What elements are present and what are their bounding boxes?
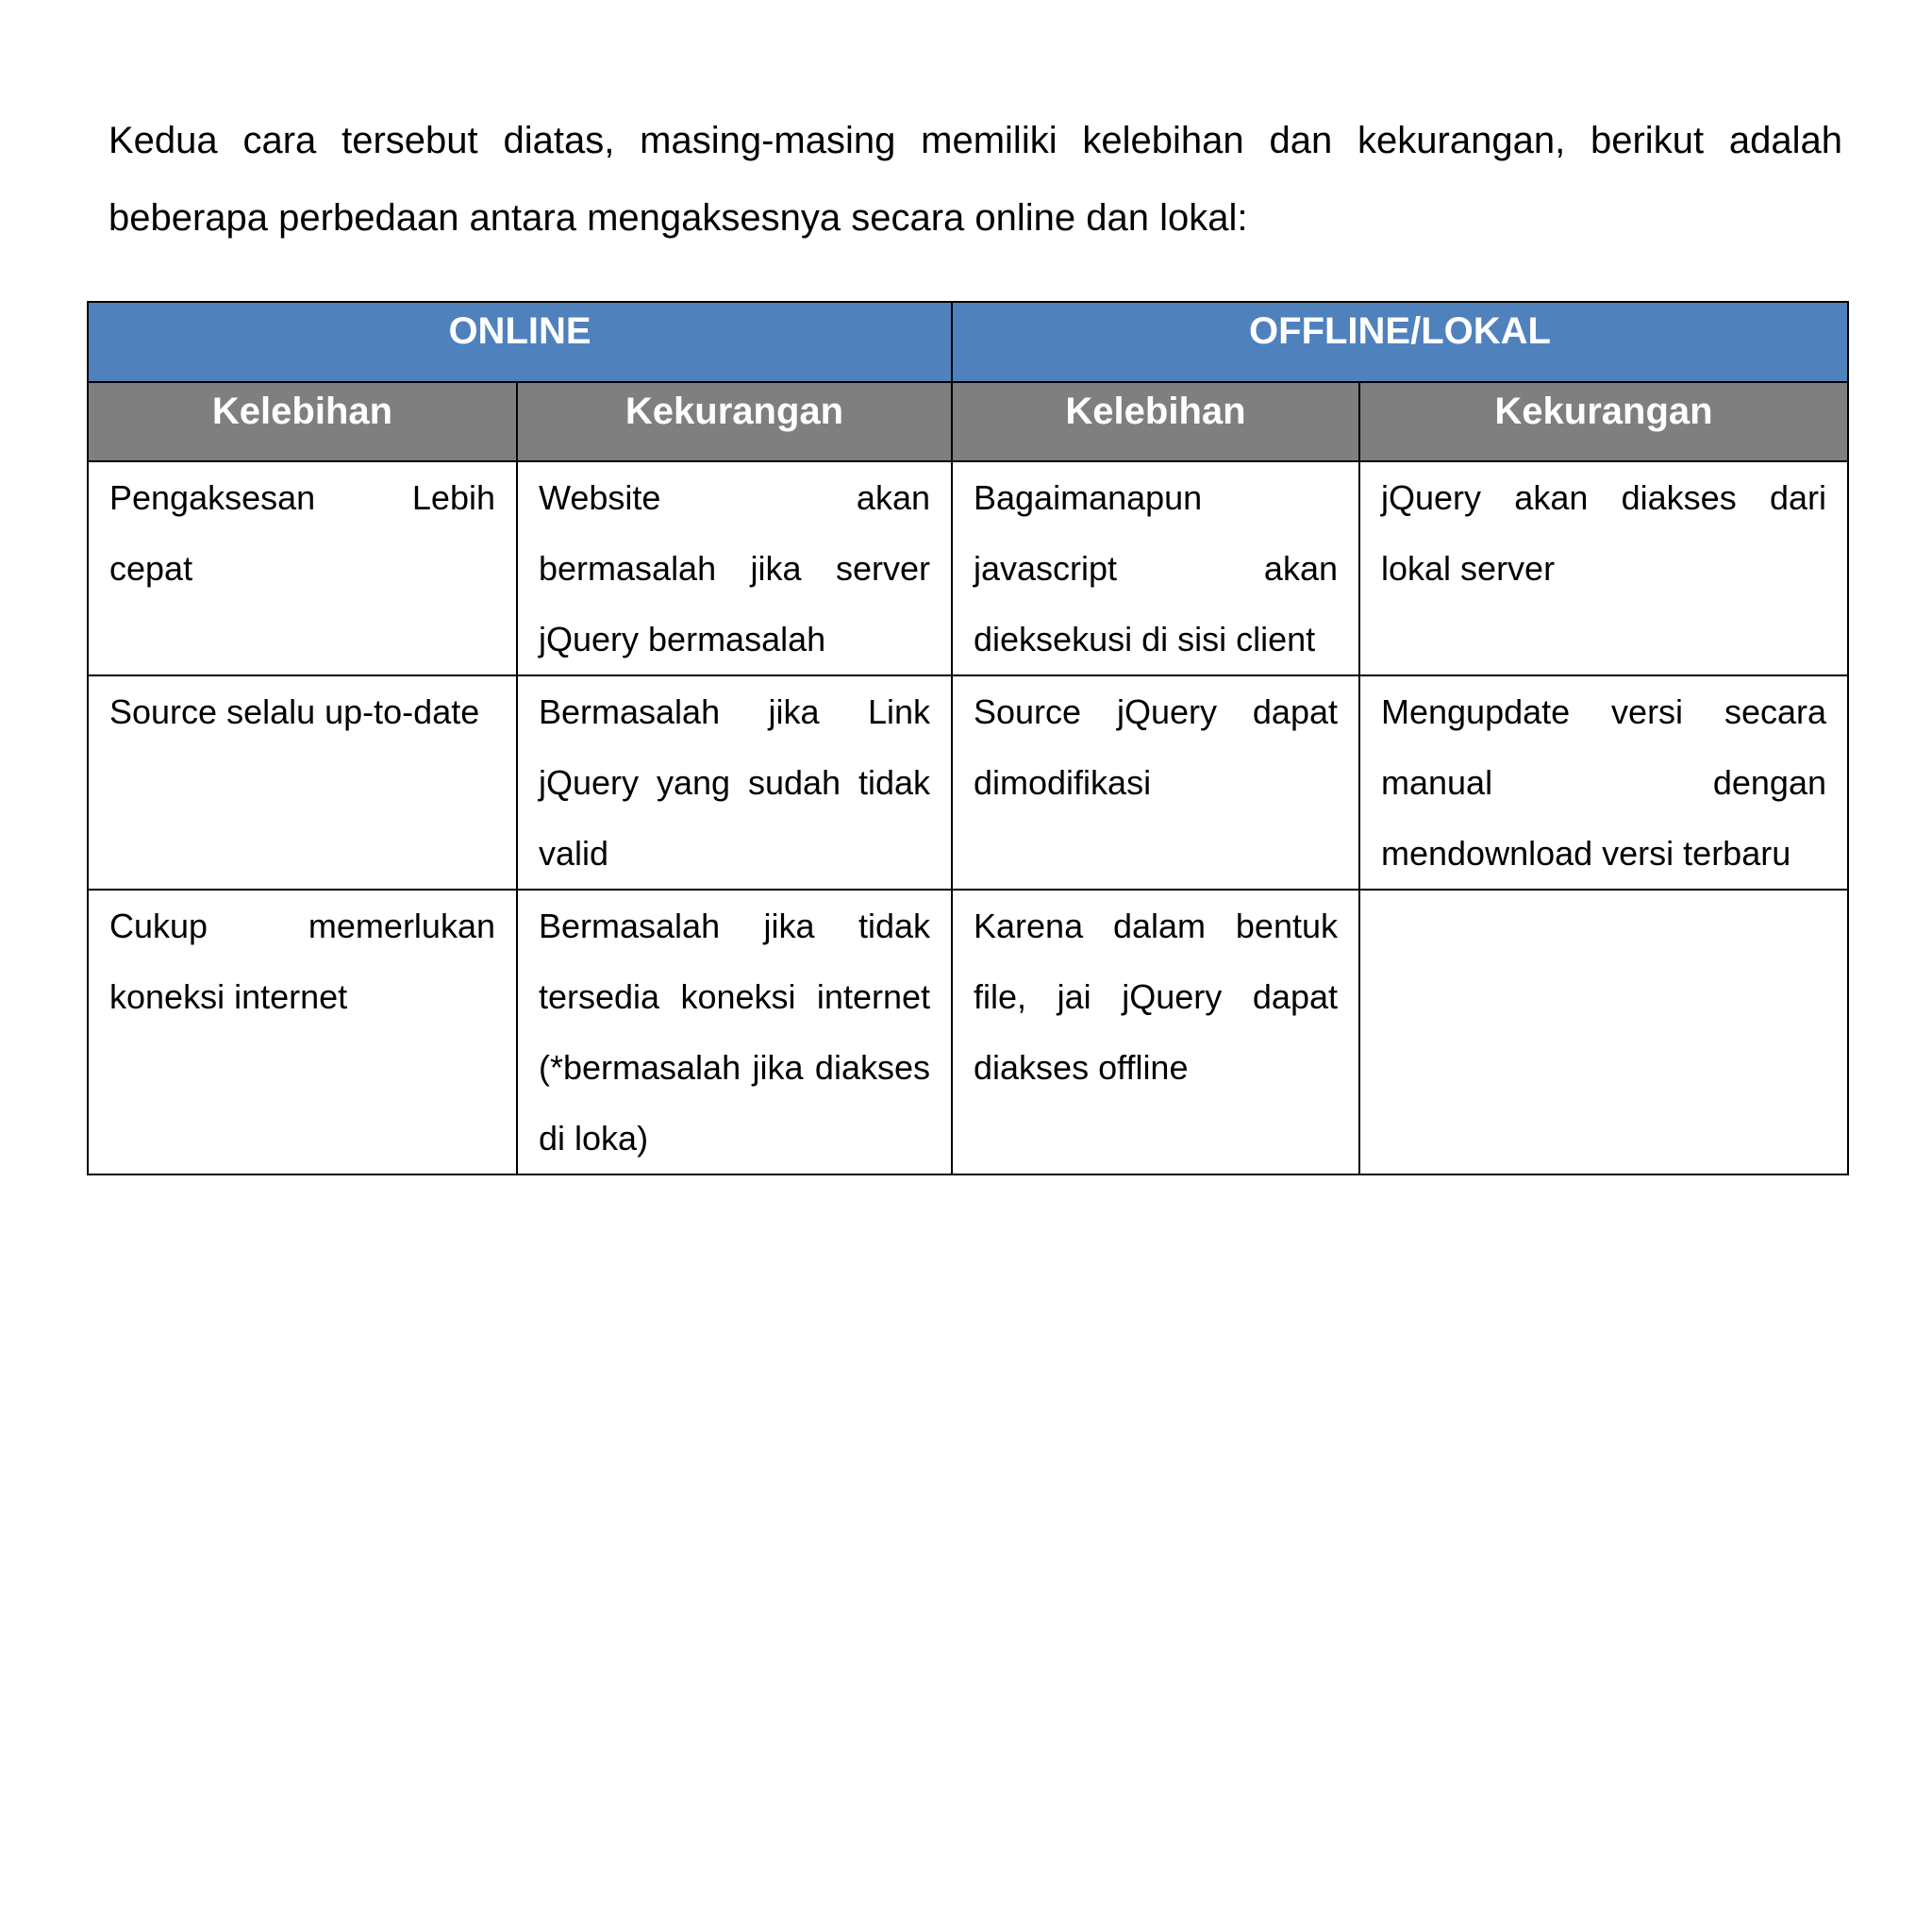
intro-paragraph: Kedua cara tersebut diatas, masing-masing memiliki kelebihan dan kekurangan, berikut adalah beberapa perbedaan antara mengaksesnya secara online dan lokal: [108, 120, 1842, 239]
table-cell: Karena dalam bentuk file, jai jQuery dapat diakses offline [952, 890, 1359, 1174]
table-row [88, 675, 1848, 890]
table-cell: Cukup memerlukan koneksi internet [88, 890, 517, 1174]
table-row [88, 461, 1848, 675]
column-header-offline-kelebihan: Kelebihan [952, 382, 1359, 461]
table-cell: Bagaimanapun javascript akan dieksekusi di sisi client [952, 461, 1359, 675]
column-header-online-kelebihan: Kelebihan [88, 382, 517, 461]
table-cell: Bermasalah jika Link jQuery yang sudah tidak valid [517, 675, 952, 890]
group-header-online: ONLINE [88, 302, 952, 382]
table-cell: Website akan bermasalah jika server jQuery bermasalah [517, 461, 952, 675]
group-header-offline: OFFLINE/LOKAL [952, 302, 1848, 382]
table-cell: Mengupdate versi secara manual dengan mendownload versi terbaru [1359, 675, 1848, 890]
column-header-row [88, 382, 1848, 461]
table-cell: Source selalu up-to-date [88, 675, 517, 890]
table-cell: Bermasalah jika tidak tersedia koneksi internet (*bermasalah jika diakses di loka) [517, 890, 952, 1174]
table-cell-empty [1359, 890, 1848, 1174]
table-cell: jQuery akan diakses dari lokal server [1359, 461, 1848, 675]
table-row [88, 890, 1848, 1174]
column-header-offline-kekurangan: Kekurangan [1359, 382, 1848, 461]
table-cell: Source jQuery dapat dimodifikasi [952, 675, 1359, 890]
group-header-row [88, 302, 1848, 382]
table-cell: Pengaksesan Lebih cepat [88, 461, 517, 675]
comparison-table [87, 301, 1849, 1175]
column-header-online-kekurangan: Kekurangan [517, 382, 952, 461]
